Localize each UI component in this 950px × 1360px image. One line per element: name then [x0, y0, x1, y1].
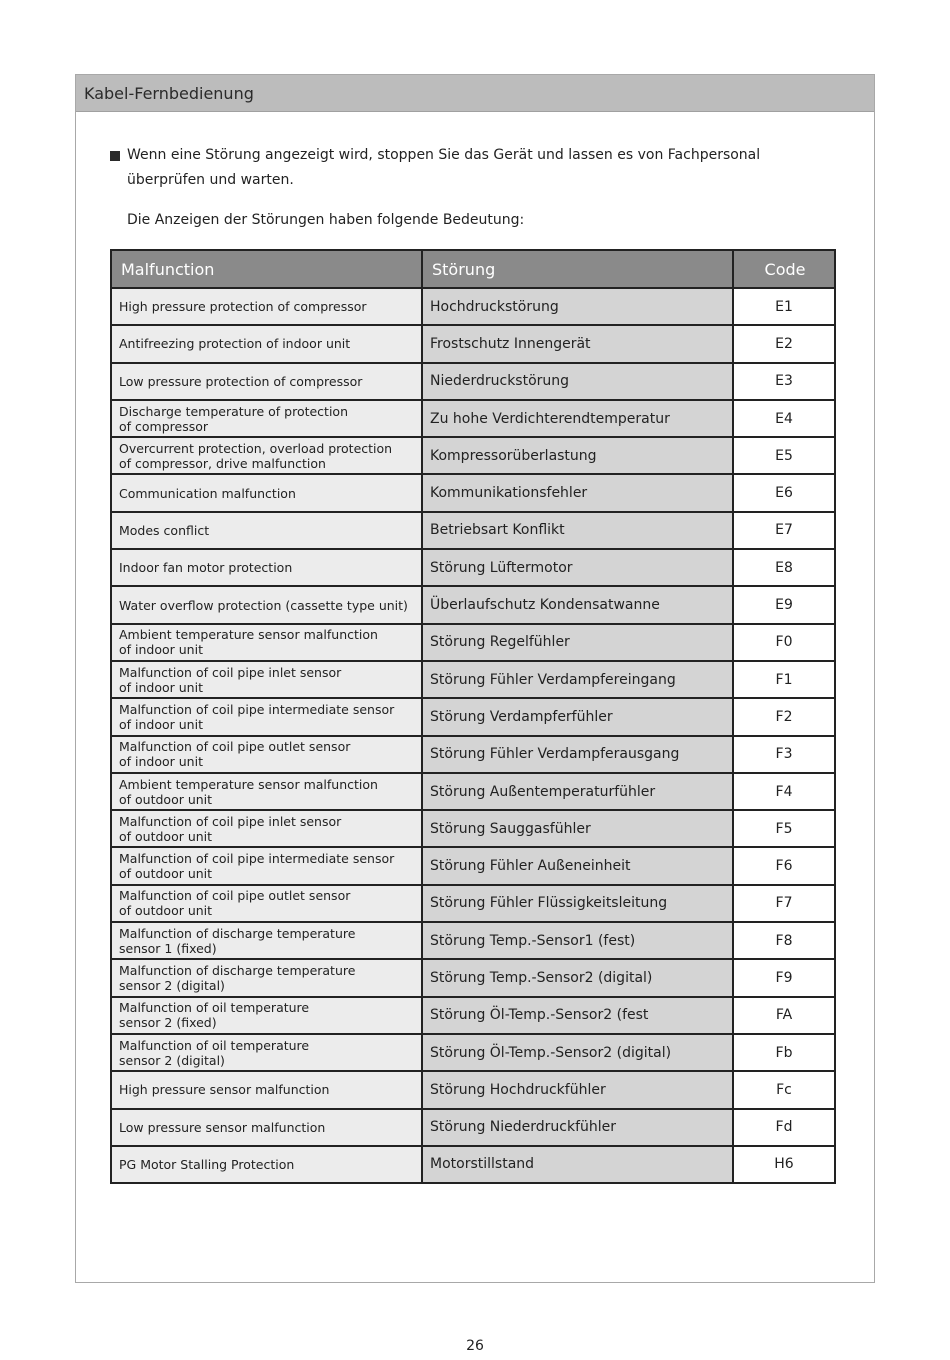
table-row [111, 810, 835, 847]
stoerung-cell: Störung Fühler Außeneinheit [422, 847, 733, 884]
code-cell: E4 [733, 400, 835, 437]
table-row [111, 288, 835, 325]
table-header-row [111, 250, 835, 288]
malfunction-cell: Malfunction of coil pipe outlet sensor of indoor unit [111, 736, 422, 773]
stoerung-cell: Störung Fühler Flüssigkeitsleitung [422, 885, 733, 922]
stoerung-cell: Störung Regelfühler [422, 624, 733, 661]
malfunction-cell: Water overflow protection (cassette type unit) [111, 586, 422, 623]
error-code-table [110, 249, 836, 1184]
stoerung-cell: Frostschutz Innengerät [422, 325, 733, 362]
malfunction-cell: High pressure protection of compressor [111, 288, 422, 325]
code-cell: F5 [733, 810, 835, 847]
malfunction-cell: Antifreezing protection of indoor unit [111, 325, 422, 362]
page-number: 26 [466, 1338, 484, 1354]
code-cell: E6 [733, 474, 835, 511]
malfunction-cell: Malfunction of coil pipe intermediate sensor of indoor unit [111, 698, 422, 735]
table-row [111, 512, 835, 549]
stoerung-cell: Störung Fühler Verdampfereingang [422, 661, 733, 698]
code-cell: F9 [733, 959, 835, 996]
code-cell: F0 [733, 624, 835, 661]
table-row [111, 997, 835, 1034]
stoerung-cell: Störung Öl-Temp.-Sensor2 (fest [422, 997, 733, 1034]
malfunction-cell: Malfunction of coil pipe outlet sensor of outdoor unit [111, 885, 422, 922]
stoerung-cell: Störung Lüftermotor [422, 549, 733, 586]
section-title: Kabel-Fernbedienung [76, 75, 874, 112]
header-code: Code [733, 250, 835, 288]
table-row [111, 586, 835, 623]
code-cell: Fb [733, 1034, 835, 1071]
code-cell: F1 [733, 661, 835, 698]
malfunction-cell: PG Motor Stalling Protection [111, 1146, 422, 1183]
table-row [111, 773, 835, 810]
stoerung-cell: Störung Verdampferfühler [422, 698, 733, 735]
table-row [111, 736, 835, 773]
table-row [111, 847, 835, 884]
malfunction-cell: Low pressure sensor malfunction [111, 1109, 422, 1146]
malfunction-cell: Communication malfunction [111, 474, 422, 511]
table-row [111, 1034, 835, 1071]
stoerung-cell: Betriebsart Konflikt [422, 512, 733, 549]
code-cell: F4 [733, 773, 835, 810]
code-cell: E8 [733, 549, 835, 586]
table-row [111, 400, 835, 437]
stoerung-cell: Hochdruckstörung [422, 288, 733, 325]
malfunction-cell: Malfunction of oil temperature sensor 2 (fixed) [111, 997, 422, 1034]
code-cell: F6 [733, 847, 835, 884]
code-cell: F2 [733, 698, 835, 735]
table-row [111, 959, 835, 996]
table-row [111, 1071, 835, 1108]
stoerung-cell: Störung Öl-Temp.-Sensor2 (digital) [422, 1034, 733, 1071]
stoerung-cell: Zu hohe Verdichterendtemperatur [422, 400, 733, 437]
stoerung-cell: Störung Hochdruckfühler [422, 1071, 733, 1108]
stoerung-cell: Motorstillstand [422, 1146, 733, 1183]
malfunction-cell: High pressure sensor malfunction [111, 1071, 422, 1108]
table-row [111, 624, 835, 661]
malfunction-cell: Discharge temperature of protection of compressor [111, 400, 422, 437]
malfunction-cell: Indoor fan motor protection [111, 549, 422, 586]
malfunction-cell: Malfunction of discharge temperature sensor 2 (digital) [111, 959, 422, 996]
code-cell: F8 [733, 922, 835, 959]
table-row [111, 661, 835, 698]
stoerung-cell: Störung Temp.-Sensor1 (fest) [422, 922, 733, 959]
malfunction-cell: Malfunction of coil pipe inlet sensor of indoor unit [111, 661, 422, 698]
intro-text: Die Anzeigen der Störungen haben folgende Bedeutung: [127, 212, 525, 228]
code-cell: E7 [733, 512, 835, 549]
code-cell: E3 [733, 363, 835, 400]
header-stoerung: Störung [422, 250, 733, 288]
table-row [111, 549, 835, 586]
code-cell: E2 [733, 325, 835, 362]
malfunction-cell: Malfunction of oil temperature sensor 2 (digital) [111, 1034, 422, 1071]
code-cell: H6 [733, 1146, 835, 1183]
malfunction-cell: Overcurrent protection, overload protection of compressor, drive malfunction [111, 437, 422, 474]
table-row [111, 474, 835, 511]
malfunction-cell: Malfunction of discharge temperature sensor 1 (fixed) [111, 922, 422, 959]
malfunction-cell: Malfunction of coil pipe intermediate sensor of outdoor unit [111, 847, 422, 884]
bullet-square-icon [110, 151, 120, 161]
code-cell: E5 [733, 437, 835, 474]
code-cell: Fd [733, 1109, 835, 1146]
table-row [111, 922, 835, 959]
stoerung-cell: Störung Außentemperaturfühler [422, 773, 733, 810]
stoerung-cell: Störung Niederdruckfühler [422, 1109, 733, 1146]
code-cell: Fc [733, 1071, 835, 1108]
table-row [111, 698, 835, 735]
malfunction-cell: Ambient temperature sensor malfunction of outdoor unit [111, 773, 422, 810]
table-row [111, 437, 835, 474]
header-malfunction: Malfunction [111, 250, 422, 288]
stoerung-cell: Überlaufschutz Kondensatwanne [422, 586, 733, 623]
stoerung-cell: Störung Sauggasfühler [422, 810, 733, 847]
table-row [111, 363, 835, 400]
stoerung-cell: Kommunikationsfehler [422, 474, 733, 511]
bullet-text: Wenn eine Störung angezeigt wird, stoppen Sie das Gerät und lassen es von Fachpersonal überprüfen und warten. [127, 147, 761, 188]
code-cell: E9 [733, 586, 835, 623]
table-row [111, 325, 835, 362]
malfunction-cell: Malfunction of coil pipe inlet sensor of outdoor unit [111, 810, 422, 847]
stoerung-cell: Niederdruckstörung [422, 363, 733, 400]
malfunction-cell: Ambient temperature sensor malfunction of indoor unit [111, 624, 422, 661]
stoerung-cell: Störung Fühler Verdampferausgang [422, 736, 733, 773]
table-row [111, 885, 835, 922]
code-cell: FA [733, 997, 835, 1034]
table-row [111, 1146, 835, 1183]
table-row [111, 1109, 835, 1146]
malfunction-cell: Low pressure protection of compressor [111, 363, 422, 400]
code-cell: F7 [733, 885, 835, 922]
code-cell: F3 [733, 736, 835, 773]
code-cell: E1 [733, 288, 835, 325]
stoerung-cell: Kompressorüberlastung [422, 437, 733, 474]
stoerung-cell: Störung Temp.-Sensor2 (digital) [422, 959, 733, 996]
malfunction-cell: Modes conflict [111, 512, 422, 549]
bullet-paragraph [110, 143, 810, 193]
